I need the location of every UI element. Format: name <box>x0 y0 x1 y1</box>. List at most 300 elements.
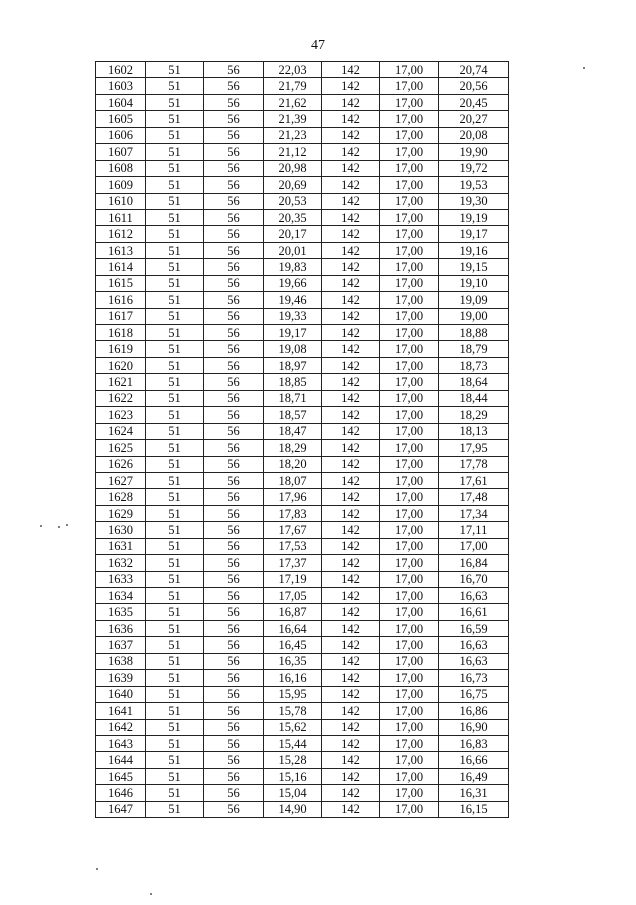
table-cell: 18,88 <box>439 325 509 341</box>
table-cell: 1619 <box>96 341 146 357</box>
table-row <box>96 127 509 143</box>
table-row <box>96 308 509 324</box>
table-cell: 56 <box>204 522 264 538</box>
table-cell: 17,00 <box>380 505 439 521</box>
table-cell: 1643 <box>96 735 146 751</box>
table-cell: 56 <box>204 390 264 406</box>
table-cell: 51 <box>146 62 204 78</box>
table-cell: 16,70 <box>439 571 509 587</box>
table-cell: 51 <box>146 588 204 604</box>
table-cell: 21,12 <box>264 144 322 160</box>
table-cell: 56 <box>204 357 264 373</box>
table-cell: 142 <box>322 407 380 423</box>
table-cell: 1614 <box>96 259 146 275</box>
table-cell: 1629 <box>96 505 146 521</box>
table-cell: 56 <box>204 325 264 341</box>
table-row <box>96 111 509 127</box>
table-cell: 17,00 <box>380 456 439 472</box>
table-cell: 14,90 <box>264 801 322 817</box>
table-cell: 51 <box>146 522 204 538</box>
table-cell: 51 <box>146 292 204 308</box>
table-row <box>96 801 509 817</box>
table-cell: 19,10 <box>439 275 509 291</box>
table-cell: 142 <box>322 538 380 554</box>
table-cell: 51 <box>146 94 204 110</box>
table-cell: 56 <box>204 604 264 620</box>
table-cell: 51 <box>146 226 204 242</box>
table-cell: 17,78 <box>439 456 509 472</box>
table-cell: 17,00 <box>380 686 439 702</box>
table-row <box>96 292 509 308</box>
table-cell: 21,39 <box>264 111 322 127</box>
table-cell: 56 <box>204 242 264 258</box>
table-cell: 56 <box>204 440 264 456</box>
table-cell: 18,71 <box>264 390 322 406</box>
scan-speck <box>40 525 42 527</box>
table-cell: 18,97 <box>264 357 322 373</box>
table-cell: 56 <box>204 505 264 521</box>
table-cell: 56 <box>204 637 264 653</box>
table-cell: 56 <box>204 472 264 488</box>
table-cell: 16,63 <box>439 588 509 604</box>
scan-speck <box>58 526 60 528</box>
table-cell: 17,00 <box>380 588 439 604</box>
table-row <box>96 390 509 406</box>
table-cell: 18,13 <box>439 423 509 439</box>
table-row <box>96 588 509 604</box>
table-cell: 51 <box>146 801 204 817</box>
table-cell: 1635 <box>96 604 146 620</box>
table-cell: 142 <box>322 144 380 160</box>
table-cell: 1634 <box>96 588 146 604</box>
table-cell: 142 <box>322 440 380 456</box>
table-cell: 56 <box>204 308 264 324</box>
table-cell: 19,09 <box>439 292 509 308</box>
table-cell: 51 <box>146 341 204 357</box>
table-cell: 19,17 <box>264 325 322 341</box>
table-row <box>96 505 509 521</box>
table-cell: 1637 <box>96 637 146 653</box>
table-cell: 19,83 <box>264 259 322 275</box>
table-cell: 51 <box>146 752 204 768</box>
table-cell: 17,61 <box>439 472 509 488</box>
table-cell: 17,00 <box>380 489 439 505</box>
table-cell: 56 <box>204 571 264 587</box>
table-cell: 56 <box>204 785 264 801</box>
table-cell: 51 <box>146 735 204 751</box>
table-row <box>96 785 509 801</box>
table-row <box>96 423 509 439</box>
table-cell: 56 <box>204 160 264 176</box>
table-cell: 56 <box>204 538 264 554</box>
table-cell: 142 <box>322 226 380 242</box>
table-cell: 17,00 <box>380 127 439 143</box>
scan-speck <box>583 67 585 69</box>
table-cell: 142 <box>322 719 380 735</box>
table-cell: 21,23 <box>264 127 322 143</box>
table-cell: 51 <box>146 489 204 505</box>
table-cell: 20,35 <box>264 209 322 225</box>
table-cell: 1638 <box>96 653 146 669</box>
table-cell: 56 <box>204 62 264 78</box>
table-cell: 16,45 <box>264 637 322 653</box>
table-cell: 1645 <box>96 768 146 784</box>
table-cell: 51 <box>146 144 204 160</box>
table-cell: 142 <box>322 423 380 439</box>
table-cell: 19,53 <box>439 177 509 193</box>
table-cell: 18,57 <box>264 407 322 423</box>
table-row <box>96 62 509 78</box>
table-cell: 56 <box>204 703 264 719</box>
table-cell: 1621 <box>96 374 146 390</box>
table-cell: 56 <box>204 670 264 686</box>
table-cell: 16,31 <box>439 785 509 801</box>
table-cell: 19,33 <box>264 308 322 324</box>
table-cell: 22,03 <box>264 62 322 78</box>
table-cell: 17,00 <box>380 522 439 538</box>
table-cell: 17,19 <box>264 571 322 587</box>
data-table <box>95 61 509 818</box>
table-cell: 56 <box>204 127 264 143</box>
table-cell: 20,08 <box>439 127 509 143</box>
table-cell: 1605 <box>96 111 146 127</box>
table-cell: 56 <box>204 341 264 357</box>
table-row <box>96 637 509 653</box>
table-cell: 56 <box>204 193 264 209</box>
table-cell: 51 <box>146 472 204 488</box>
table-cell: 56 <box>204 735 264 751</box>
table-row <box>96 94 509 110</box>
table-cell: 56 <box>204 801 264 817</box>
table-cell: 1626 <box>96 456 146 472</box>
table-cell: 1632 <box>96 555 146 571</box>
table-cell: 142 <box>322 242 380 258</box>
table-cell: 1644 <box>96 752 146 768</box>
table-cell: 18,85 <box>264 374 322 390</box>
table-cell: 51 <box>146 670 204 686</box>
table-cell: 1623 <box>96 407 146 423</box>
table-cell: 51 <box>146 555 204 571</box>
table-cell: 142 <box>322 703 380 719</box>
table-row <box>96 456 509 472</box>
table-row <box>96 703 509 719</box>
table-cell: 1613 <box>96 242 146 258</box>
table-cell: 142 <box>322 505 380 521</box>
table-cell: 18,20 <box>264 456 322 472</box>
table-cell: 19,17 <box>439 226 509 242</box>
table-cell: 1612 <box>96 226 146 242</box>
table-cell: 56 <box>204 275 264 291</box>
table-row <box>96 555 509 571</box>
table-cell: 19,16 <box>439 242 509 258</box>
table-cell: 51 <box>146 653 204 669</box>
table-row <box>96 522 509 538</box>
table-cell: 15,62 <box>264 719 322 735</box>
table-cell: 56 <box>204 407 264 423</box>
table-cell: 51 <box>146 440 204 456</box>
table-cell: 17,00 <box>380 341 439 357</box>
table-cell: 1633 <box>96 571 146 587</box>
table-cell: 51 <box>146 637 204 653</box>
table-cell: 142 <box>322 259 380 275</box>
table-cell: 18,44 <box>439 390 509 406</box>
table-cell: 142 <box>322 209 380 225</box>
table-cell: 18,64 <box>439 374 509 390</box>
table-cell: 17,00 <box>380 111 439 127</box>
table-cell: 19,15 <box>439 259 509 275</box>
table-cell: 1610 <box>96 193 146 209</box>
table-cell: 17,00 <box>380 620 439 636</box>
table-row <box>96 735 509 751</box>
table-cell: 20,53 <box>264 193 322 209</box>
table-cell: 51 <box>146 456 204 472</box>
table-cell: 1639 <box>96 670 146 686</box>
table-cell: 1640 <box>96 686 146 702</box>
table-cell: 17,00 <box>380 144 439 160</box>
table-cell: 21,79 <box>264 78 322 94</box>
table-cell: 142 <box>322 308 380 324</box>
table-cell: 19,19 <box>439 209 509 225</box>
table-cell: 56 <box>204 423 264 439</box>
table-cell: 17,00 <box>380 357 439 373</box>
table-cell: 56 <box>204 653 264 669</box>
table-cell: 20,56 <box>439 78 509 94</box>
table-cell: 142 <box>322 768 380 784</box>
table-cell: 16,35 <box>264 653 322 669</box>
table-cell: 17,05 <box>264 588 322 604</box>
table-cell: 51 <box>146 325 204 341</box>
table-cell: 17,00 <box>380 160 439 176</box>
table-cell: 17,34 <box>439 505 509 521</box>
table-cell: 17,00 <box>380 670 439 686</box>
table-cell: 17,00 <box>380 703 439 719</box>
table-row <box>96 357 509 373</box>
table-cell: 17,95 <box>439 440 509 456</box>
table-cell: 51 <box>146 423 204 439</box>
table-cell: 15,28 <box>264 752 322 768</box>
table-cell: 17,00 <box>380 423 439 439</box>
table-cell: 17,00 <box>380 292 439 308</box>
table-cell: 51 <box>146 308 204 324</box>
table-row <box>96 620 509 636</box>
table-cell: 15,44 <box>264 735 322 751</box>
table-cell: 19,46 <box>264 292 322 308</box>
table-cell: 142 <box>322 111 380 127</box>
table-cell: 142 <box>322 555 380 571</box>
table-row <box>96 374 509 390</box>
table-cell: 1617 <box>96 308 146 324</box>
table-cell: 142 <box>322 670 380 686</box>
table-cell: 17,00 <box>380 226 439 242</box>
table-cell: 17,00 <box>380 440 439 456</box>
table-cell: 1608 <box>96 160 146 176</box>
scan-speck <box>150 893 152 895</box>
table-cell: 142 <box>322 604 380 620</box>
table-cell: 56 <box>204 752 264 768</box>
table-cell: 1611 <box>96 209 146 225</box>
table-cell: 1607 <box>96 144 146 160</box>
table-row <box>96 604 509 620</box>
table-cell: 51 <box>146 390 204 406</box>
table-cell: 1606 <box>96 127 146 143</box>
table-cell: 17,00 <box>380 259 439 275</box>
scan-speck <box>66 524 68 526</box>
table-cell: 17,00 <box>380 653 439 669</box>
table-cell: 17,00 <box>380 193 439 209</box>
table-body <box>96 62 509 818</box>
table-cell: 15,95 <box>264 686 322 702</box>
table-cell: 1615 <box>96 275 146 291</box>
table-cell: 56 <box>204 209 264 225</box>
table-row <box>96 440 509 456</box>
table-cell: 17,00 <box>380 94 439 110</box>
table-cell: 19,08 <box>264 341 322 357</box>
table-cell: 16,66 <box>439 752 509 768</box>
table-cell: 51 <box>146 571 204 587</box>
table-cell: 16,64 <box>264 620 322 636</box>
table-row <box>96 653 509 669</box>
table-cell: 142 <box>322 489 380 505</box>
table-row <box>96 538 509 554</box>
table-cell: 142 <box>322 653 380 669</box>
table-cell: 51 <box>146 78 204 94</box>
table-cell: 17,00 <box>439 538 509 554</box>
table-cell: 56 <box>204 259 264 275</box>
table-cell: 56 <box>204 292 264 308</box>
table-cell: 17,00 <box>380 472 439 488</box>
table-cell: 56 <box>204 588 264 604</box>
table-cell: 51 <box>146 209 204 225</box>
table-cell: 142 <box>322 177 380 193</box>
table-cell: 18,07 <box>264 472 322 488</box>
table-cell: 20,27 <box>439 111 509 127</box>
table-row <box>96 489 509 505</box>
table-cell: 1646 <box>96 785 146 801</box>
table-row <box>96 571 509 587</box>
page-number: 47 <box>311 38 325 53</box>
table-row <box>96 259 509 275</box>
table-cell: 56 <box>204 111 264 127</box>
table-cell: 1620 <box>96 357 146 373</box>
table-cell: 1630 <box>96 522 146 538</box>
table-cell: 19,90 <box>439 144 509 160</box>
table-cell: 1624 <box>96 423 146 439</box>
table-row <box>96 325 509 341</box>
table-cell: 1618 <box>96 325 146 341</box>
table-cell: 142 <box>322 193 380 209</box>
table-row <box>96 275 509 291</box>
table-cell: 1603 <box>96 78 146 94</box>
table-row <box>96 144 509 160</box>
table-cell: 17,00 <box>380 768 439 784</box>
table-cell: 18,73 <box>439 357 509 373</box>
table-cell: 1627 <box>96 472 146 488</box>
table-cell: 142 <box>322 325 380 341</box>
table-cell: 51 <box>146 275 204 291</box>
table-cell: 56 <box>204 94 264 110</box>
table-cell: 20,17 <box>264 226 322 242</box>
table-cell: 51 <box>146 703 204 719</box>
table-cell: 17,00 <box>380 538 439 554</box>
table-cell: 17,00 <box>380 325 439 341</box>
table-cell: 56 <box>204 719 264 735</box>
table-cell: 17,00 <box>380 571 439 587</box>
table-cell: 56 <box>204 78 264 94</box>
table-cell: 51 <box>146 505 204 521</box>
table-row <box>96 719 509 735</box>
table-cell: 1647 <box>96 801 146 817</box>
table-cell: 142 <box>322 785 380 801</box>
table-cell: 20,69 <box>264 177 322 193</box>
table-cell: 51 <box>146 407 204 423</box>
table-cell: 17,00 <box>380 209 439 225</box>
table-cell: 19,30 <box>439 193 509 209</box>
table-cell: 20,45 <box>439 94 509 110</box>
table-cell: 17,00 <box>380 390 439 406</box>
scan-speck <box>96 868 98 870</box>
table-cell: 1609 <box>96 177 146 193</box>
table-cell: 56 <box>204 374 264 390</box>
table-cell: 142 <box>322 735 380 751</box>
table-cell: 20,98 <box>264 160 322 176</box>
table-cell: 56 <box>204 686 264 702</box>
table-cell: 56 <box>204 489 264 505</box>
table-cell: 1602 <box>96 62 146 78</box>
table-cell: 17,00 <box>380 407 439 423</box>
table-cell: 51 <box>146 111 204 127</box>
table-cell: 51 <box>146 604 204 620</box>
table-cell: 16,61 <box>439 604 509 620</box>
table-cell: 17,00 <box>380 374 439 390</box>
table-cell: 51 <box>146 242 204 258</box>
table-cell: 16,86 <box>439 703 509 719</box>
table-cell: 21,62 <box>264 94 322 110</box>
table-cell: 15,04 <box>264 785 322 801</box>
table-row <box>96 768 509 784</box>
table-cell: 19,72 <box>439 160 509 176</box>
table-row <box>96 670 509 686</box>
table-row <box>96 407 509 423</box>
table-cell: 1636 <box>96 620 146 636</box>
table-cell: 56 <box>204 144 264 160</box>
table-cell: 19,66 <box>264 275 322 291</box>
table-cell: 15,78 <box>264 703 322 719</box>
table-cell: 51 <box>146 259 204 275</box>
table-cell: 17,48 <box>439 489 509 505</box>
table-cell: 56 <box>204 555 264 571</box>
table-cell: 1628 <box>96 489 146 505</box>
table-cell: 142 <box>322 341 380 357</box>
table-cell: 51 <box>146 686 204 702</box>
table-row <box>96 78 509 94</box>
table-cell: 1622 <box>96 390 146 406</box>
table-cell: 142 <box>322 588 380 604</box>
table-row <box>96 341 509 357</box>
table-cell: 142 <box>322 292 380 308</box>
table-cell: 142 <box>322 94 380 110</box>
table-cell: 56 <box>204 456 264 472</box>
table-cell: 51 <box>146 538 204 554</box>
table-cell: 1642 <box>96 719 146 735</box>
table-cell: 17,00 <box>380 308 439 324</box>
table-cell: 142 <box>322 390 380 406</box>
table-cell: 18,47 <box>264 423 322 439</box>
table-cell: 1631 <box>96 538 146 554</box>
table-cell: 142 <box>322 620 380 636</box>
table-cell: 51 <box>146 160 204 176</box>
table-cell: 56 <box>204 768 264 784</box>
table-cell: 18,79 <box>439 341 509 357</box>
